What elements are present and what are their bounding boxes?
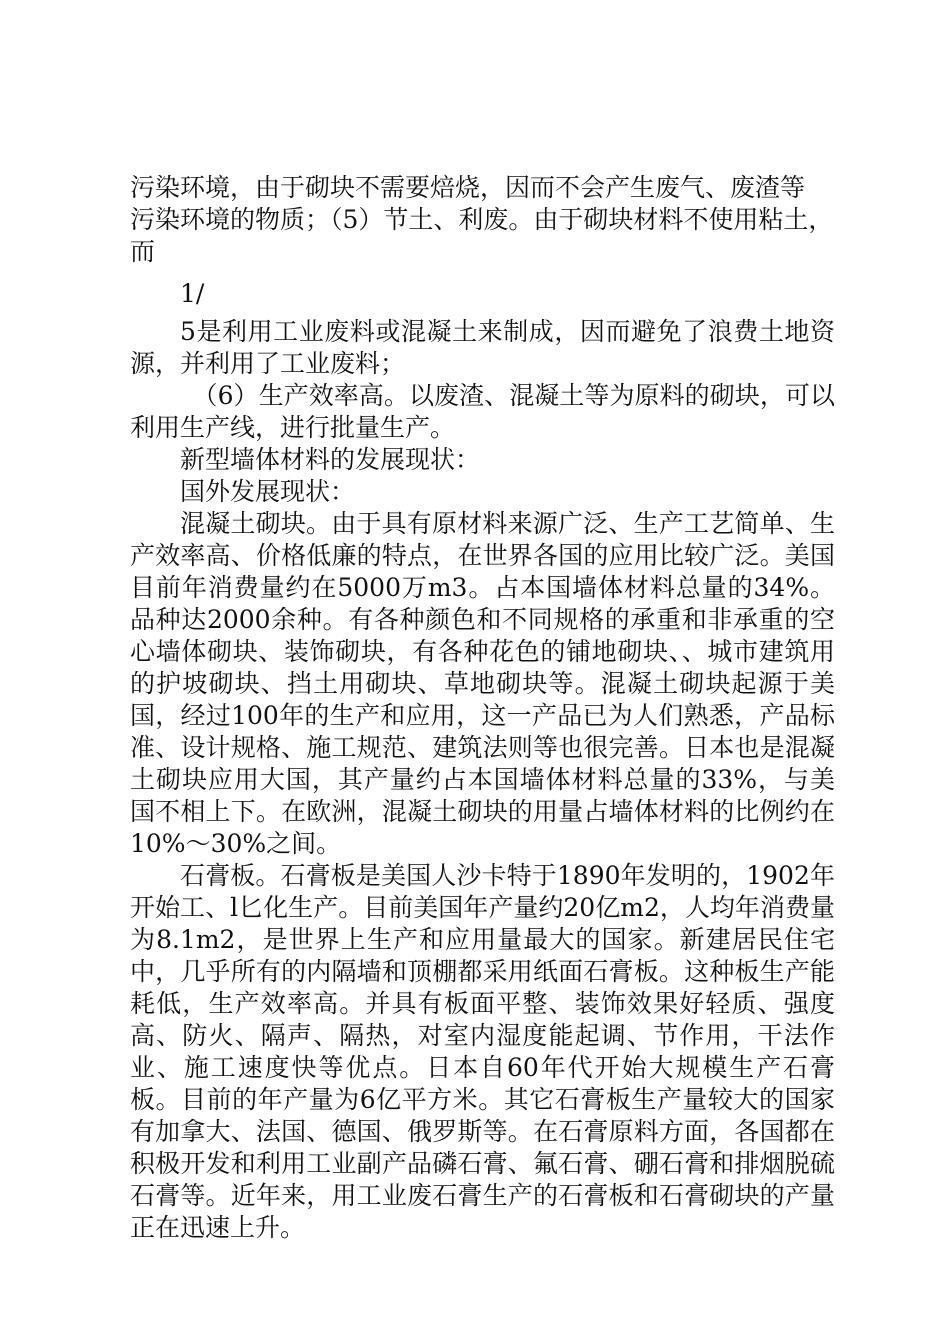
text-line: 污染环境，由于砌块不需要焙烧，因而不会产生废气、废渣等 bbox=[130, 173, 806, 202]
page-number: 1/ bbox=[180, 279, 205, 308]
paragraph: 5是利用工业废料或混凝土来制成，因而避免了浪费土地资源，并利用了工业废料； bbox=[130, 317, 835, 378]
text-line: 而 bbox=[130, 237, 156, 266]
paragraph: 国外发展现状： bbox=[180, 477, 356, 506]
paragraph: 混凝土砌块。由于具有原材料来源广泛、生产工艺简单、生产效率高、价格低廉的特点，在世界各国的应用比较广泛。美国目前年消费量约在5000万m3。占本国墙体材料总量的34%。品种达2000余种。有各种颜色和不同规格的承重和非承重的空心墙体砌块、装饰砌块，有各种花色的铺地砌块、、城市建筑用的护坡砌块、挡土用砌块、草地砌块等。混凝土砌块起源于美国，经过100年的生产和应用，这一产品已为人们熟悉，产品标准、设计规格、施工规范、建筑法则等也很完善。日本也是混凝土砌块应用大国，其产量约占本国墙体材料总量的33%，与美国不相上下。在欧洲，混凝土砌块的用量占墙体材料的比例约在10%～30%之间。 bbox=[130, 509, 835, 858]
paragraph: 新型墙体材料的发展现状： bbox=[180, 445, 481, 474]
paragraph: （6）生产效率高。以废渣、混凝土等为原料的砌块，可以利用生产线，进行批量生产。 bbox=[130, 381, 835, 442]
text-line: 污染环境的物质；（5）节土、利废。由于砌块材料不使用粘土， bbox=[130, 205, 834, 234]
paragraph: 石膏板。石膏板是美国人沙卡特于1890年发明的，1902年开始工、l匕化生产。目前美国年产量约20亿m2，人均年消费量为8.1m2，是世界上生产和应用量最大的国家。新建居民住宅中，几乎所有的内隔墙和顶棚都采用纸面石膏板。这种板生产能耗低，生产效率高。并具有板面平整、装饰效果好轻质、强度高、防火、隔声、隔热，对室内湿度能起调、节作用，干法作业、施工速度快等优点。日本自60年代开始大规模生产石膏板。目前的年产量为6亿平方米。其它石膏板生产量较大的国家有加拿大、法国、德国、俄罗斯等。在石膏原料方面，各国都在积极开发和利用工业副产品磷石膏、氟石膏、硼石膏和排烟脱硫石膏等。近年来，用工业废石膏生产的石膏板和石膏砌块的产量正在迅速上升。 bbox=[130, 861, 835, 1242]
document-page bbox=[130, 172, 835, 1244]
